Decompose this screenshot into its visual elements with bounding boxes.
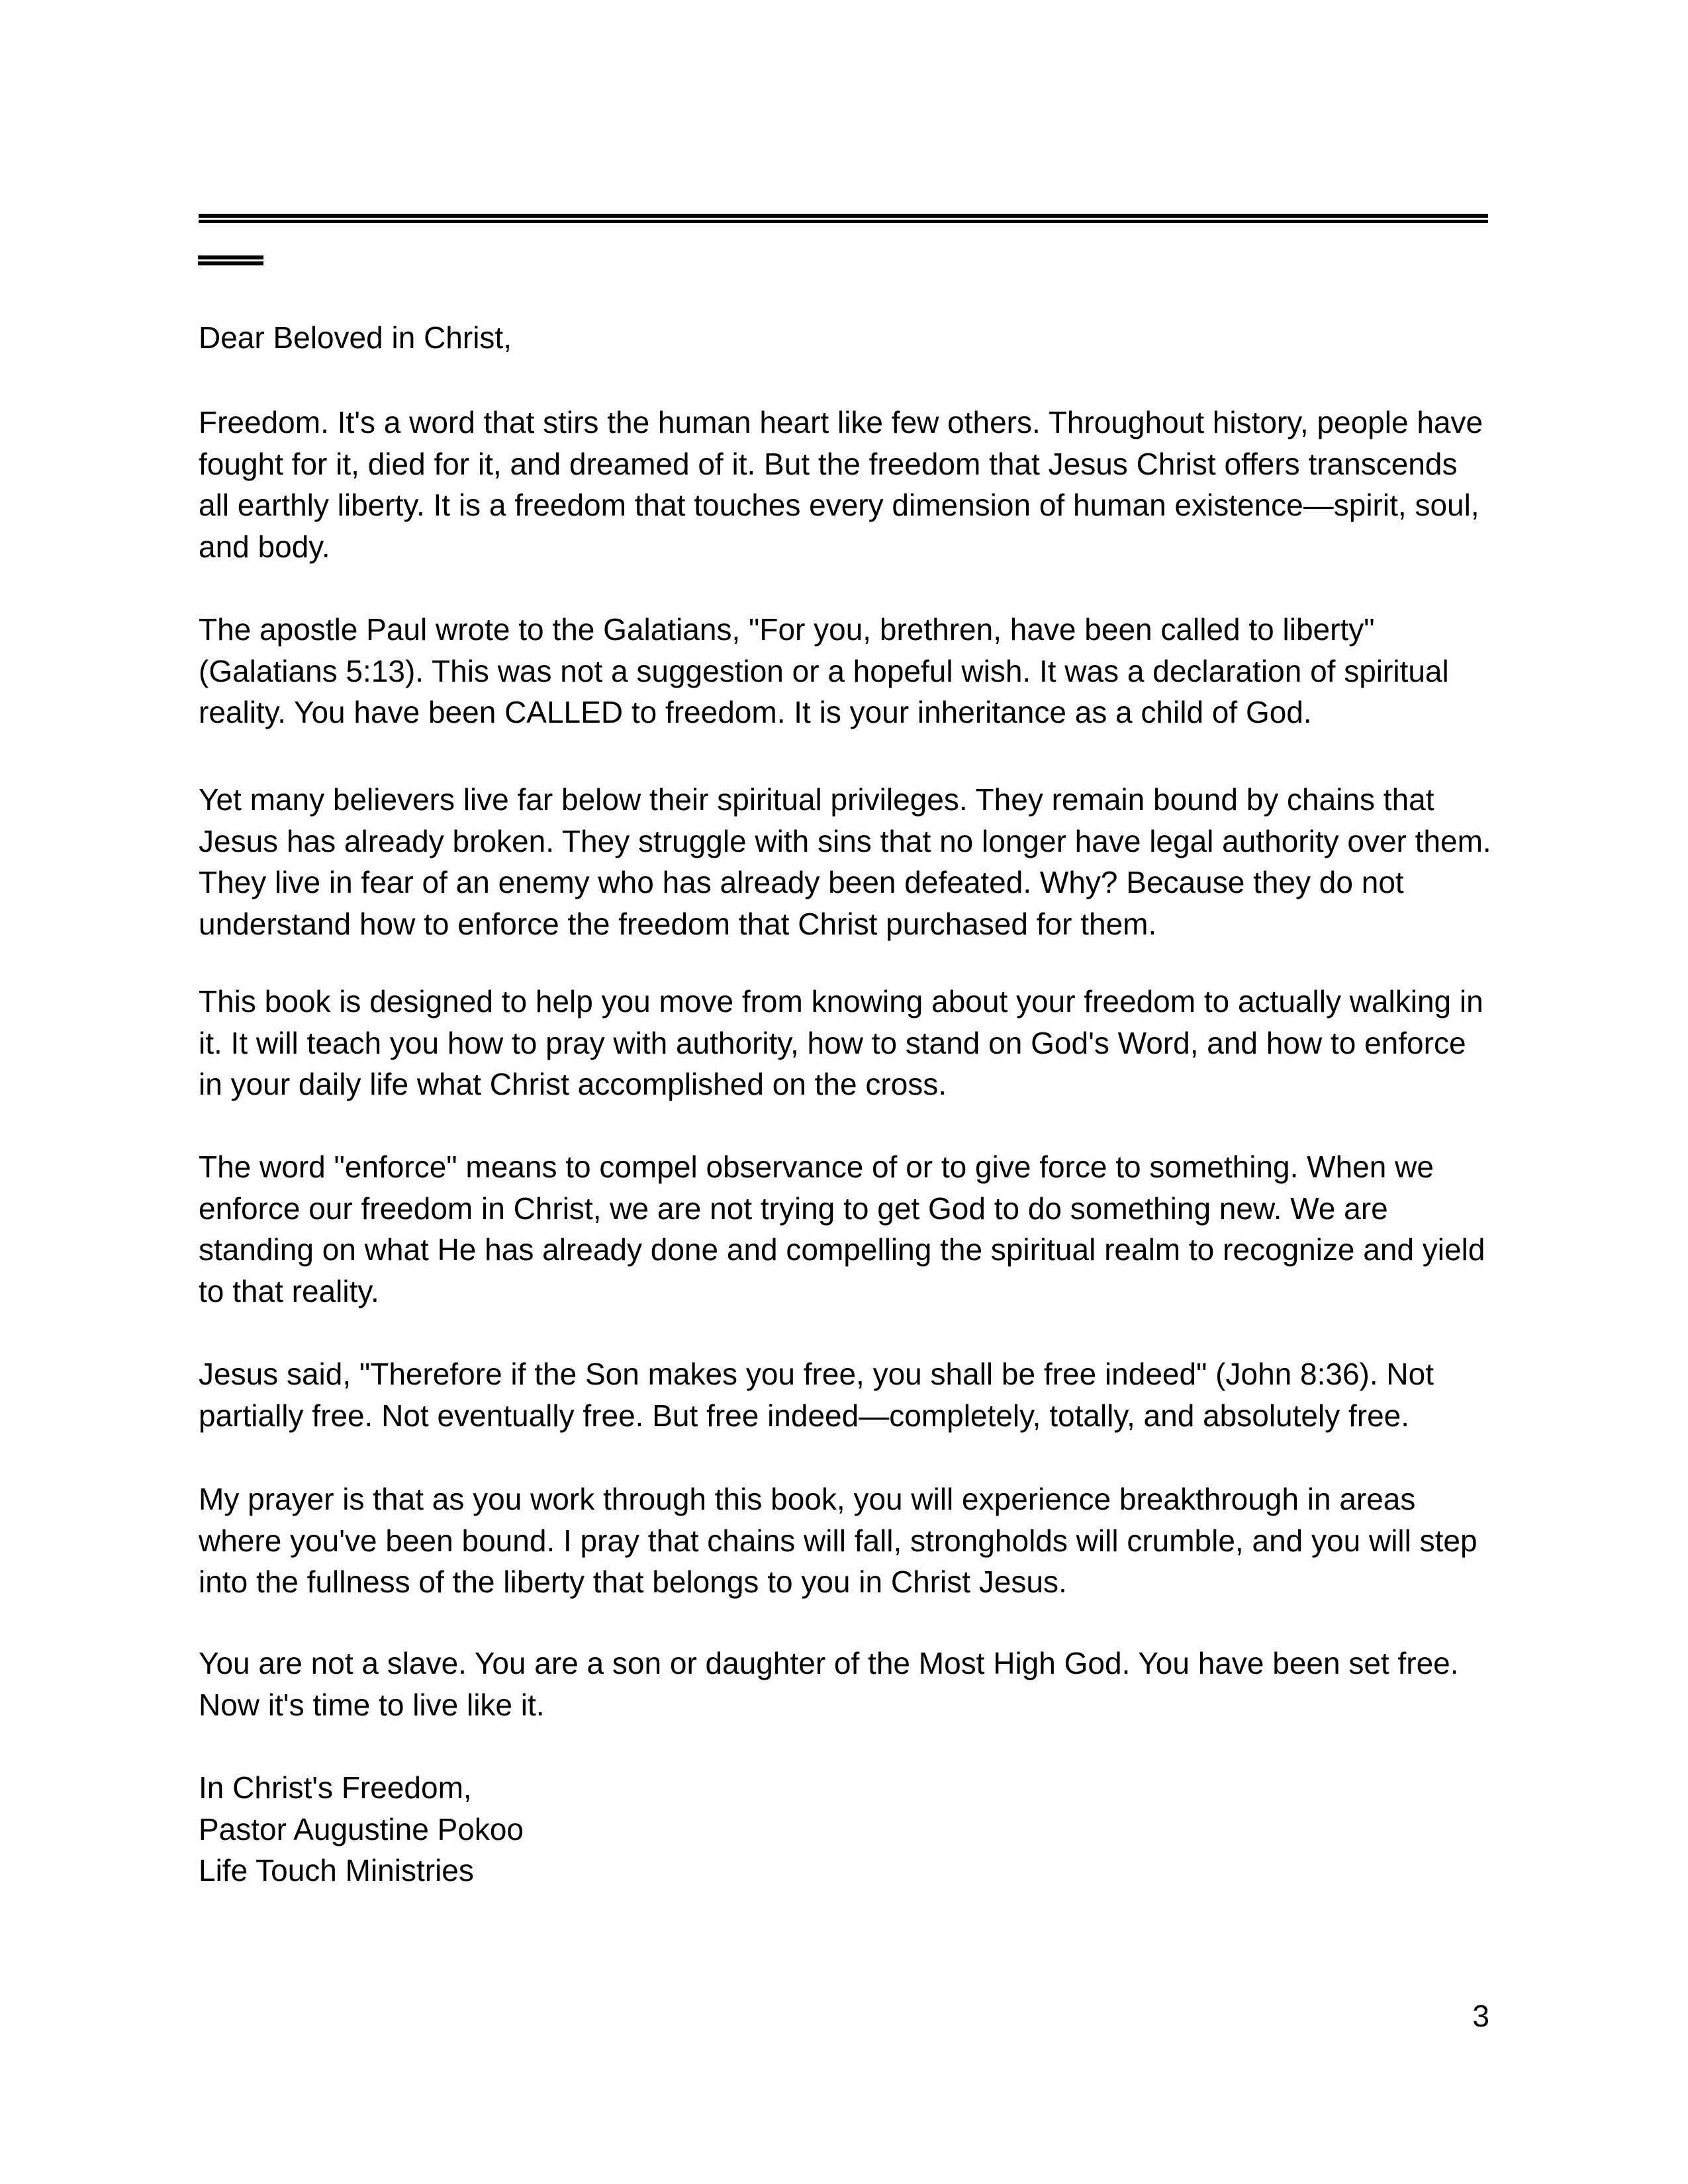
text-line: where you've been bound. I pray that chains will fall, strongholds will crumble, and you will step bbox=[199, 1523, 1477, 1558]
salutation bbox=[199, 317, 1489, 359]
text-line: to that reality. bbox=[199, 1273, 379, 1308]
double-rule-short bbox=[198, 255, 263, 265]
text-line: They live in fear of an enemy who has already been defeated. Why? Because they do not bbox=[199, 865, 1404, 899]
text-line: all earthly liberty. It is a freedom that touches every dimension of human existence—spirit, soul, bbox=[199, 488, 1479, 522]
paragraph-word-enforce bbox=[199, 1146, 1489, 1312]
closing-sign-off: In Christ's Freedom, bbox=[199, 1770, 472, 1805]
paragraph-jesus-said bbox=[199, 1353, 1489, 1436]
closing-author: Pastor Augustine Pokoo bbox=[199, 1811, 524, 1846]
closing-signature bbox=[199, 1767, 1489, 1891]
text-line: Jesus has already broken. They struggle with sins that no longer have legal authority over them. bbox=[199, 823, 1491, 858]
paragraph-this-book bbox=[199, 981, 1489, 1105]
paragraph-freedom bbox=[199, 402, 1489, 567]
text-line: Now it's time to live like it. bbox=[199, 1687, 545, 1722]
text-line: Freedom. It's a word that stirs the human heart like few others. Throughout history, people have bbox=[199, 405, 1483, 439]
text-line: it. It will teach you how to pray with authority, how to stand on God's Word, and how to enforce bbox=[199, 1025, 1466, 1060]
text-line: partially free. Not eventually free. But free indeed—completely, totally, and absolutely free. bbox=[199, 1398, 1410, 1433]
text-line: Jesus said, "Therefore if the Son makes you free, you shall be free indeed" (John 8:36). Not bbox=[199, 1357, 1434, 1391]
text-line: and body. bbox=[199, 529, 330, 564]
text-line: You are not a slave. You are a son or daughter of the Most High God. You have been set free. bbox=[199, 1646, 1459, 1680]
text-line: enforce our freedom in Christ, we are not trying to get God to do something new. We are bbox=[199, 1191, 1388, 1226]
paragraph-not-a-slave bbox=[199, 1643, 1489, 1725]
text-line: in your daily life what Christ accomplished on the cross. bbox=[199, 1067, 947, 1101]
text-line: Dear Beloved in Christ, bbox=[199, 320, 512, 355]
text-line: This book is designed to help you move from knowing about your freedom to actually walking in bbox=[199, 984, 1483, 1019]
paragraph-apostle-paul bbox=[199, 609, 1489, 733]
text-line: into the fullness of the liberty that belongs to you in Christ Jesus. bbox=[199, 1565, 1067, 1599]
paragraph-my-prayer bbox=[199, 1479, 1489, 1603]
double-rule-full bbox=[199, 214, 1488, 223]
text-line: standing on what He has already done and compelling the spiritual realm to recognize and yield bbox=[199, 1232, 1485, 1267]
text-line: My prayer is that as you work through this book, you will experience breakthrough in areas bbox=[199, 1482, 1416, 1516]
closing-organization: Life Touch Ministries bbox=[199, 1853, 474, 1888]
text-line: (Galatians 5:13). This was not a suggestion or a hopeful wish. It was a declaration of spiritual bbox=[199, 653, 1449, 688]
paragraph-yet-many-believers bbox=[199, 779, 1489, 944]
text-line: understand how to enforce the freedom that Christ purchased for them. bbox=[199, 906, 1157, 941]
text-line: fought for it, died for it, and dreamed of it. But the freedom that Jesus Christ offers transcends bbox=[199, 446, 1458, 481]
text-line: reality. You have been CALLED to freedom. It is your inheritance as a child of God. bbox=[199, 695, 1312, 729]
text-line: Yet many believers live far below their spiritual privileges. They remain bound by chains that bbox=[199, 782, 1434, 817]
page-number: 3 bbox=[1472, 1999, 1489, 2033]
text-line: The apostle Paul wrote to the Galatians, "For you, brethren, have been called to liberty" bbox=[199, 612, 1375, 647]
text-line: The word "enforce" means to compel observance of or to give force to something. When we bbox=[199, 1150, 1434, 1184]
